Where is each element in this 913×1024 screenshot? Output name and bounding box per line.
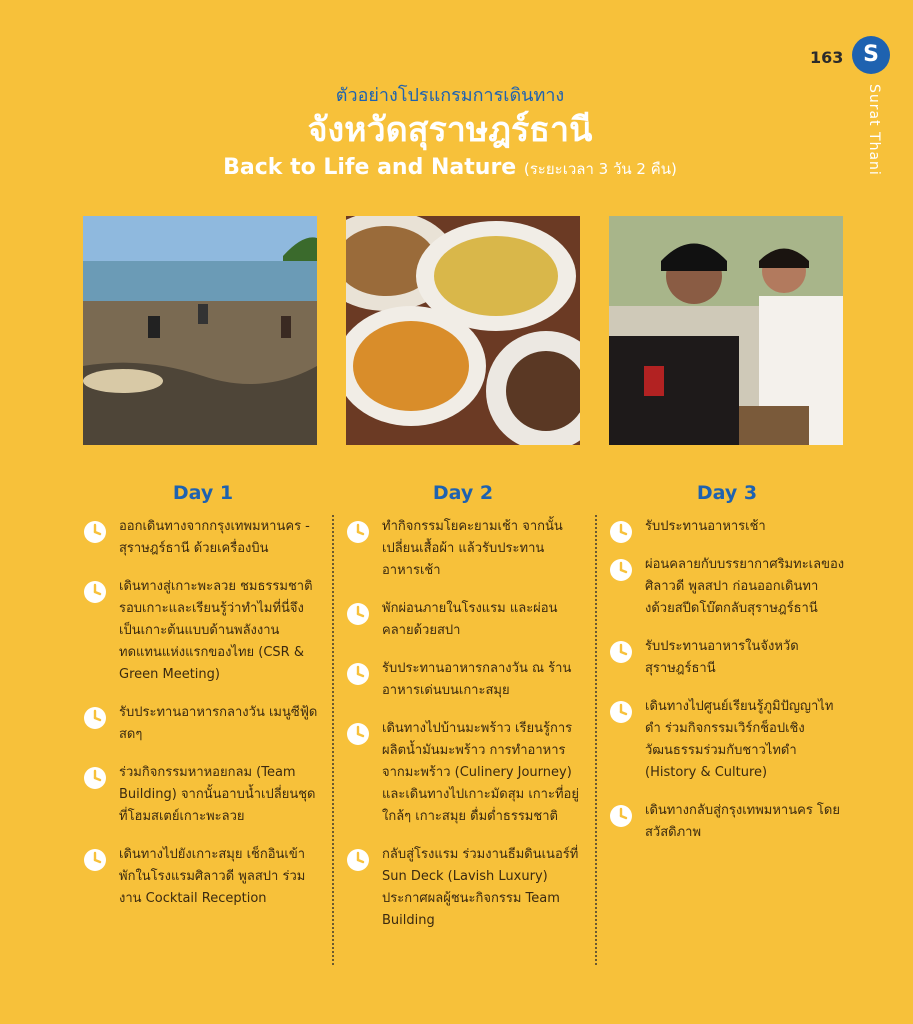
schedule-item: เดินทางกลับสู่กรุงเทพมหานคร โดยสวัสดิภาพ	[609, 800, 845, 844]
duration: (ระยะเวลา 3 วัน 2 คืน)	[523, 160, 677, 178]
day-1-schedule	[83, 516, 319, 926]
schedule-item: เดินทางสู่เกาะพะลวย ชมธรรมชาติรอบเกาะและเรียนรู้ว่าทำไมที่นี่จึงเป็นเกาะต้นแบบด้านพลังงานทดแทนแห่งแรกของไทย (CSR & Green Meeting)	[83, 576, 319, 686]
people-workshop-photo	[609, 216, 843, 445]
schedule-item: ร่วมกิจกรรมหาหอยกลม (Team Building) จากนั้นอาบน้ำเปลี่ยนชุดที่โฮมสเตย์เกาะพะลวย	[83, 762, 319, 828]
clock-icon	[83, 766, 107, 790]
clock-icon	[609, 640, 633, 664]
thai-food-photo	[346, 216, 580, 445]
day-2-title: Day 2	[432, 482, 494, 504]
day-3-schedule	[609, 516, 845, 860]
clock-icon	[609, 804, 633, 828]
day-1-title: Day 1	[172, 482, 234, 504]
header	[150, 84, 750, 185]
page-number: 163	[810, 48, 844, 67]
schedule-item: รับประทานอาหารกลางวัน เมนูซีฟู้ดสดๆ	[83, 702, 319, 746]
section-badge: S	[852, 36, 890, 74]
clock-icon	[346, 722, 370, 746]
schedule-item: เดินทางไปศูนย์เรียนรู้ภูมิปัญญาไทดำ ร่วมกิจกรรมเวิร์กช็อปเชิงวัฒนธรรมร่วมกับชาวไทดำ (History & Culture)	[609, 696, 845, 784]
schedule-item: พักผ่อนภายในโรงแรม และผ่อนคลายด้วยสปา	[346, 598, 582, 642]
column-divider	[332, 515, 334, 965]
schedule-item: เดินทางไปยังเกาะสมุย เช็กอินเข้าพักในโรงแรมศิลาวดี พูลสปา ร่วมงาน Cocktail Reception	[83, 844, 319, 910]
side-label: Surat Thani	[866, 84, 882, 176]
schedule-item: ทำกิจกรรมโยคะยามเช้า จากนั้นเปลี่ยนเสื้อผ้า แล้วรับประทานอาหารเช้า	[346, 516, 582, 582]
day-2-schedule	[346, 516, 582, 948]
clock-icon	[609, 558, 633, 582]
clock-icon	[609, 520, 633, 544]
schedule-item: ออกเดินทางจากกรุงเทพมหานคร - สุราษฎร์ธานี ด้วยเครื่องบิน	[83, 516, 319, 560]
clock-icon	[83, 706, 107, 730]
clock-icon	[346, 662, 370, 686]
clock-icon	[83, 580, 107, 604]
column-divider	[595, 515, 597, 965]
day-3-title: Day 3	[696, 482, 758, 504]
page-title: จังหวัดสุราษฎร์ธานี	[307, 110, 593, 150]
clock-icon	[346, 520, 370, 544]
pretitle: ตัวอย่างโปรแกรมการเดินทาง	[335, 85, 565, 106]
clock-icon	[346, 848, 370, 872]
beach-photo	[83, 216, 317, 445]
subtitle-line	[150, 152, 750, 185]
clock-icon	[609, 700, 633, 724]
schedule-item: รับประทานอาหารในจังหวัดสุราษฎร์ธานี	[609, 636, 845, 680]
schedule-item: กลับสู่โรงแรม ร่วมงานธีมดินเนอร์ที่ Sun Deck (Lavish Luxury) ประกาศผลผู้ชนะกิจกรรม Team Building	[346, 844, 582, 932]
schedule-item: เดินทางไปบ้านมะพร้าว เรียนรู้การผลิตน้ำมันมะพร้าว การทำอาหารจากมะพร้าว (Culinery Journey) และเดินทางไปเกาะมัดสุม เกาะที่อยู่ใกล้ๆ เกาะสมุย ดื่มด่ำธรรมชาติ	[346, 718, 582, 828]
schedule-item: ผ่อนคลายกับบรรยากาศริมทะเลของศิลาวดี พูลสปา ก่อนออกเดินทางด้วยสปีดโบ๊ตกลับสุราษฎร์ธานี	[609, 554, 845, 620]
clock-icon	[346, 602, 370, 626]
schedule-item: รับประทานอาหารกลางวัน ณ ร้านอาหารเด่นบนเกาะสมุย	[346, 658, 582, 702]
subtitle: Back to Life and Nature	[223, 155, 517, 180]
clock-icon	[83, 848, 107, 872]
clock-icon	[83, 520, 107, 544]
schedule-item: รับประทานอาหารเช้า	[609, 516, 845, 538]
